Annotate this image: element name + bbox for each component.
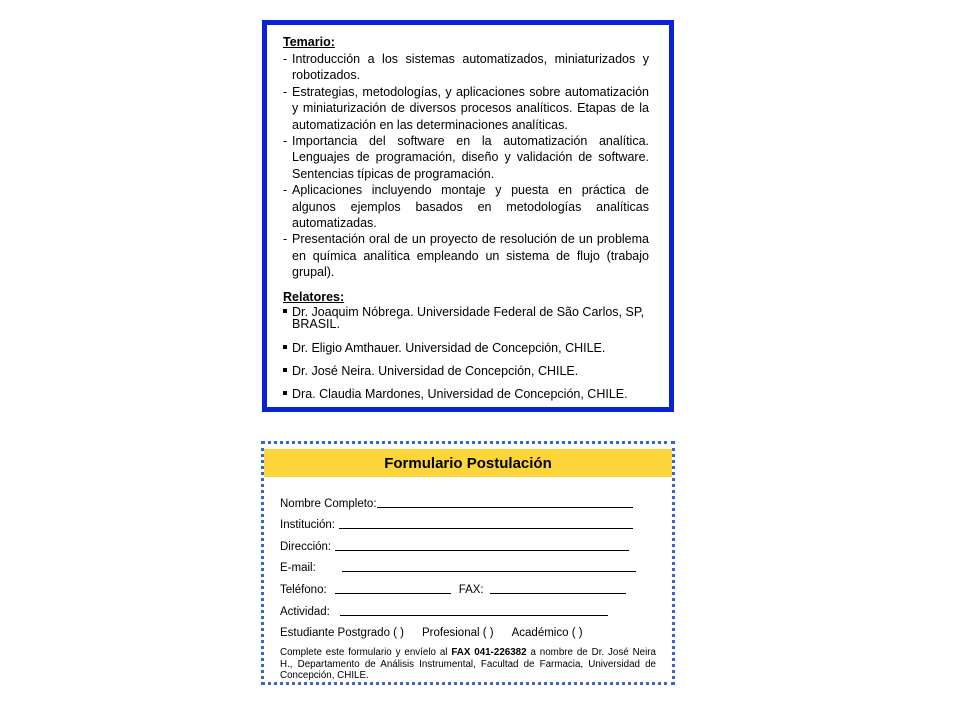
email-label: E-mail: bbox=[280, 562, 316, 575]
temario-title: Temario: bbox=[283, 35, 335, 49]
fax-label: FAX: bbox=[458, 583, 484, 596]
relator-text: Dr. José Neira. Universidad de Concepción, CHILE. bbox=[292, 363, 579, 378]
institucion-label: Institución: bbox=[280, 519, 335, 532]
relator-item bbox=[283, 306, 649, 330]
square-bullet-icon bbox=[283, 391, 287, 395]
status-row bbox=[280, 618, 658, 640]
square-bullet-icon bbox=[283, 309, 287, 313]
direccion-label: Dirección: bbox=[280, 540, 332, 553]
email-row bbox=[280, 553, 658, 575]
direccion-row bbox=[280, 531, 658, 553]
fax-number: FAX 041-226382 bbox=[451, 647, 527, 659]
relator-item bbox=[283, 342, 649, 354]
email-field[interactable] bbox=[342, 571, 636, 572]
telefono-label: Teléfono: bbox=[280, 583, 327, 596]
temario-list bbox=[283, 51, 649, 281]
temario-item: - Introducción a los sistemas automatizados, miniaturizados y robotizados. bbox=[283, 51, 649, 84]
nombre-row bbox=[280, 488, 658, 510]
note-text-end: a nombre de Dr. José Neira H., Departamento de Análisis Instrumental, Facultad de Farmacia, Universidad de Concepción, CHILE. bbox=[280, 647, 656, 682]
temario-box bbox=[262, 20, 674, 412]
actividad-label: Actividad: bbox=[280, 605, 330, 618]
actividad-field[interactable] bbox=[340, 615, 608, 616]
application-form bbox=[261, 441, 675, 685]
institucion-field[interactable] bbox=[339, 528, 633, 529]
fax-field[interactable] bbox=[490, 593, 626, 594]
relatores-title: Relatores: bbox=[283, 289, 345, 304]
relator-item bbox=[283, 365, 649, 377]
telefono-row bbox=[280, 574, 658, 596]
academico-option[interactable]: Académico ( ) bbox=[511, 627, 583, 640]
form-fields bbox=[280, 488, 658, 682]
relator-text: Dr. Joaquim Nóbrega. Universidade Federal de São Carlos, SP, BRASIL. bbox=[292, 304, 645, 331]
square-bullet-icon bbox=[283, 368, 287, 372]
institucion-row bbox=[280, 510, 658, 532]
note-text-start: Complete este formulario y envíelo al bbox=[280, 647, 452, 659]
profesional-option[interactable]: Profesional ( ) bbox=[422, 627, 494, 640]
temario-item: - Presentación oral de un proyecto de resolución de un problema en química analítica empleando un sistema de flujo (trabajo grupal). bbox=[283, 231, 649, 280]
form-instructions bbox=[280, 647, 658, 682]
postgrado-option[interactable]: Estudiante Postgrado ( ) bbox=[280, 627, 405, 640]
temario-item: - Estrategias, metodologías, y aplicaciones sobre automatización y miniaturización de diversos procesos analíticos. Etapas de la automatización en las determinaciones analíticas. bbox=[283, 84, 649, 133]
temario-item: - Importancia del software en la automatización analítica. Lenguajes de programación, diseño y validación de software. Sentencias típicas de programación. bbox=[283, 133, 649, 182]
form-title: Formulario Postulación bbox=[264, 449, 672, 477]
direccion-field[interactable] bbox=[335, 550, 629, 551]
temario-item: - Aplicaciones incluyendo montaje y puesta en práctica de algunos ejemplos basados en metodologías analíticas automatizadas. bbox=[283, 182, 649, 231]
relatores-list bbox=[283, 306, 649, 400]
relator-item bbox=[283, 388, 649, 400]
relator-text: Dr. Eligio Amthauer. Universidad de Concepción, CHILE. bbox=[292, 340, 606, 355]
nombre-field[interactable] bbox=[377, 507, 633, 508]
telefono-field[interactable] bbox=[335, 593, 451, 594]
nombre-label: Nombre Completo: bbox=[280, 497, 377, 510]
actividad-row bbox=[280, 596, 658, 618]
square-bullet-icon bbox=[283, 345, 287, 349]
relator-text: Dra. Claudia Mardones, Universidad de Concepción, CHILE. bbox=[292, 386, 628, 401]
